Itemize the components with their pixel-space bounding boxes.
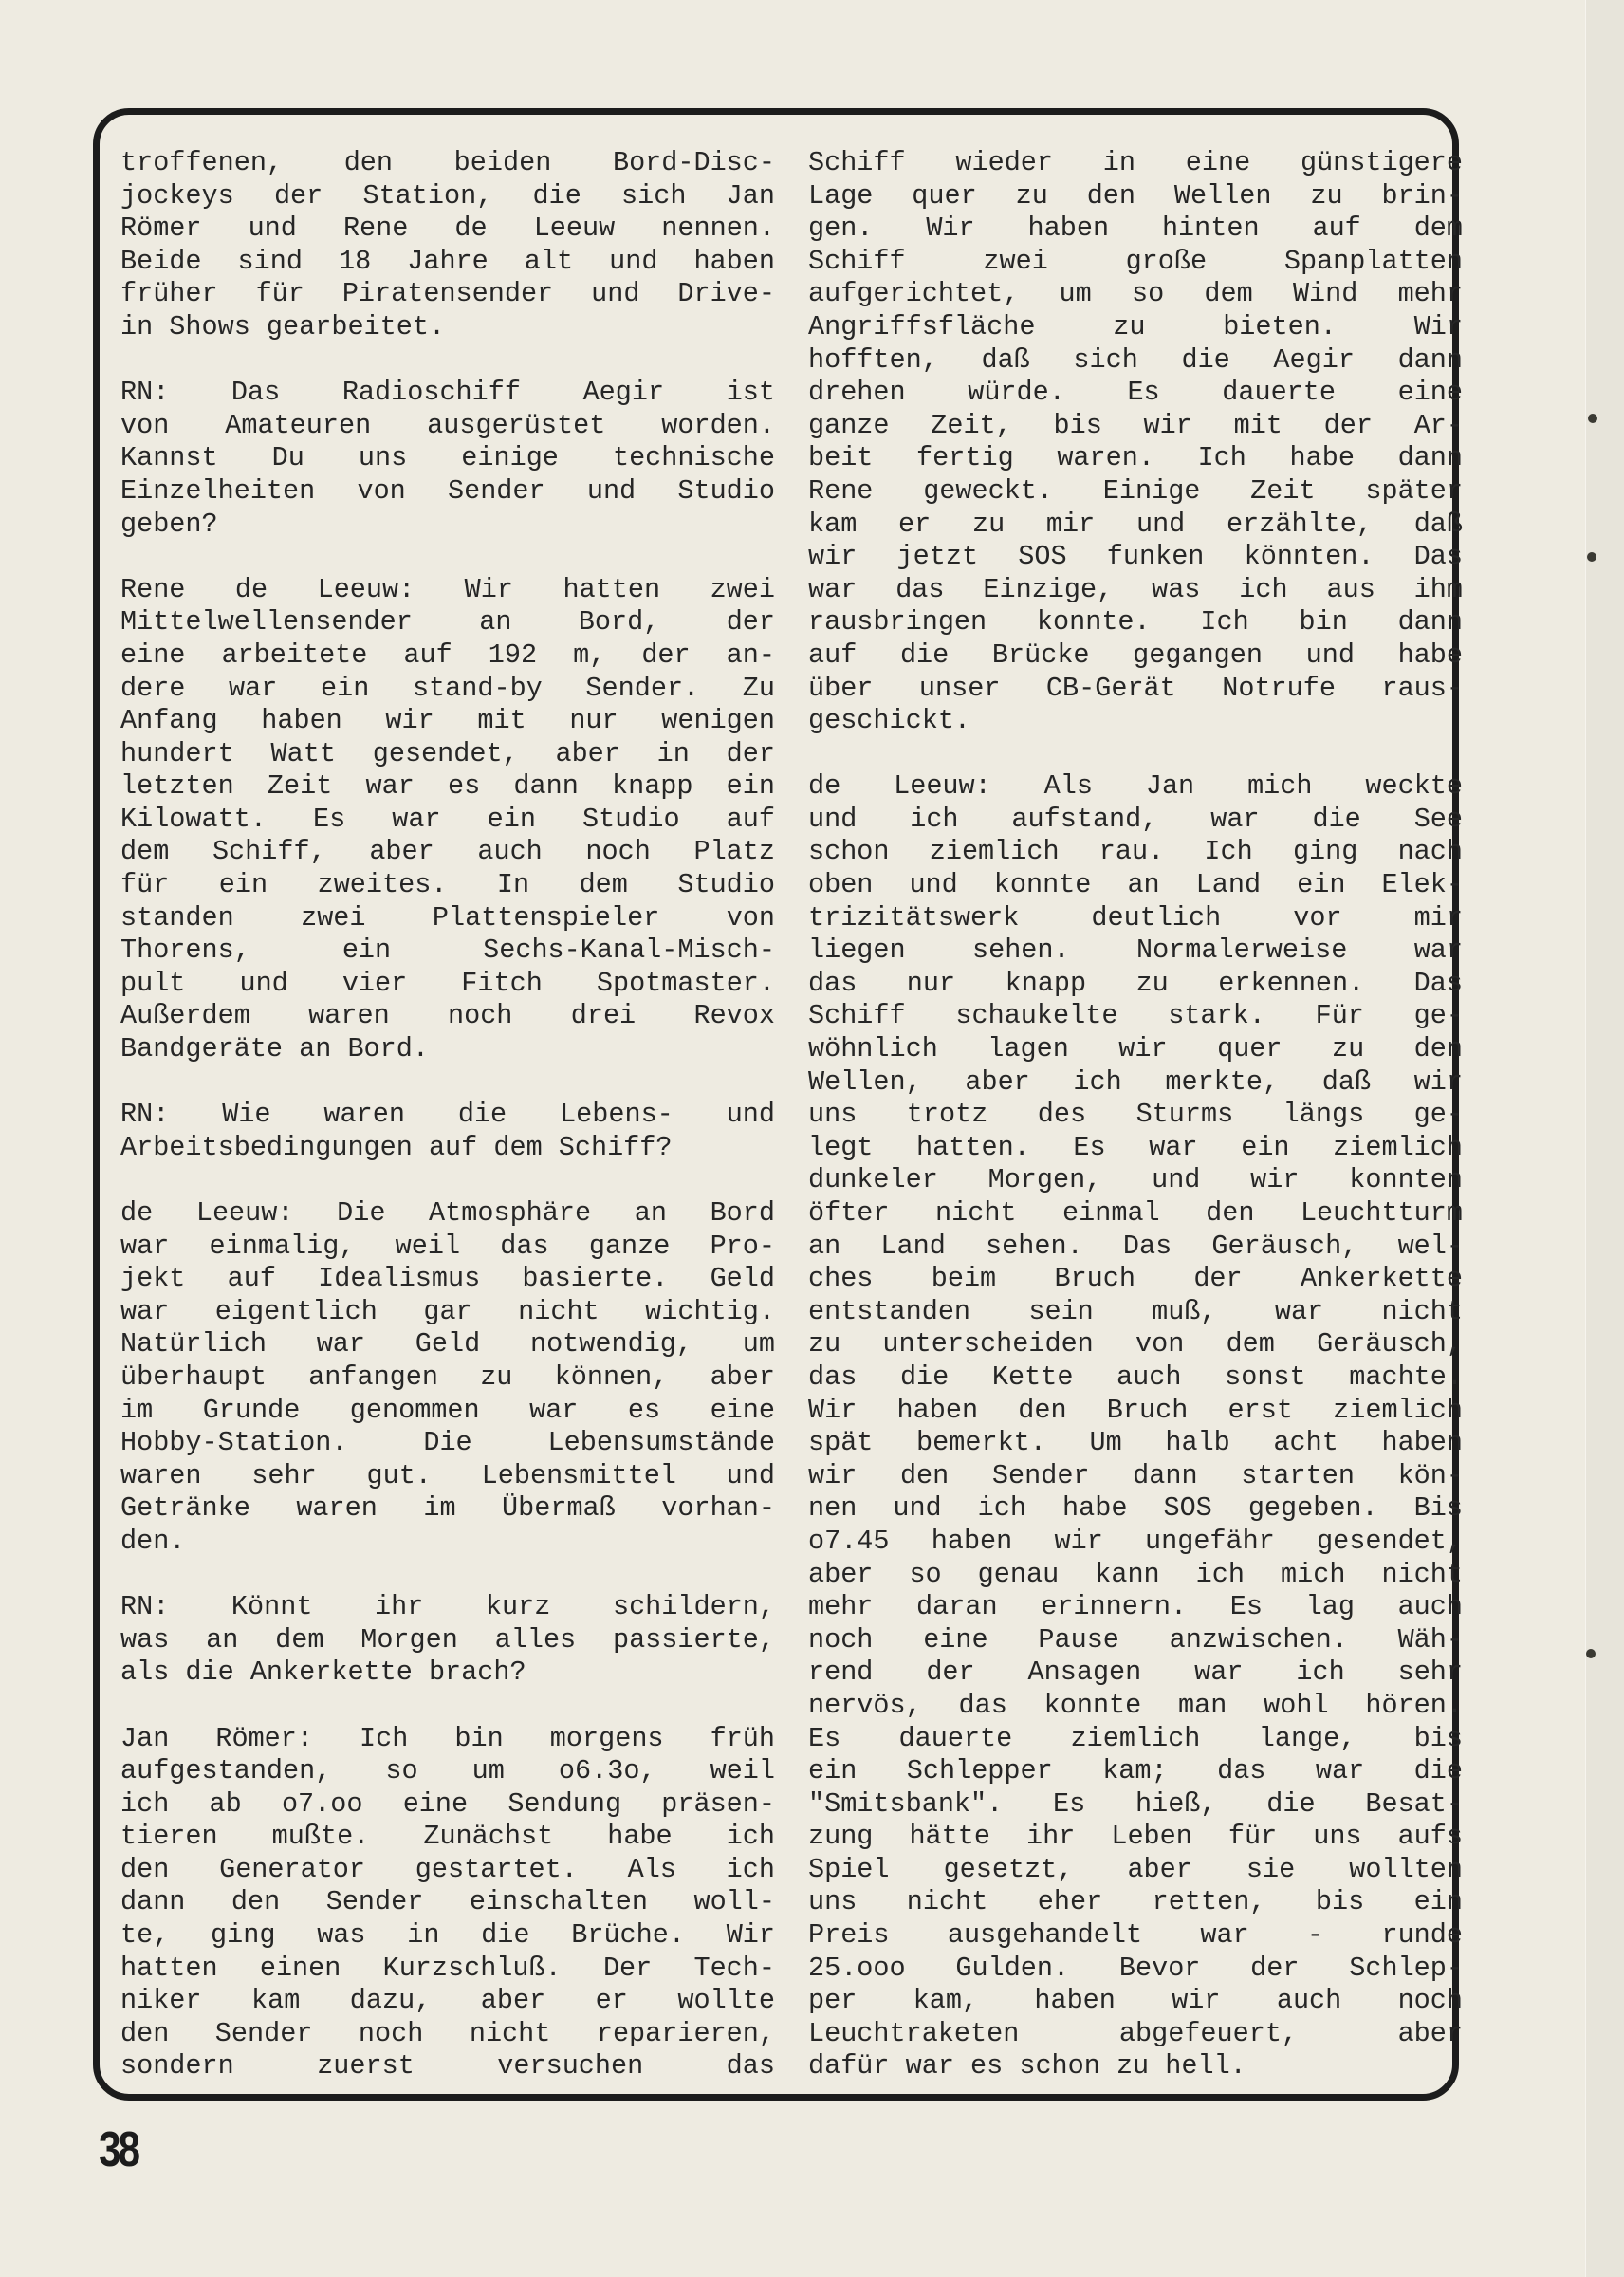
left-column [120,147,775,2117]
text-line: nen und ich habe SOS gegeben. Bis [808,1492,1463,1525]
text-line: dunkeler Morgen, und wir konnten [808,1164,1463,1196]
text-line: RN: Das Radioschiff Aegir ist [120,377,775,409]
text-line: liegen sehen. Normalerweise war [808,935,1463,967]
text-line: jockeys der Station, die sich Jan [120,179,775,212]
paragraph [808,147,1463,738]
text-line: Bandgeräte an Bord. [120,1033,429,1065]
text-line: war eigentlich gar nicht wichtig. [120,1295,775,1327]
text-line: wir jetzt SOS funken könnten. Das [808,541,1463,573]
page-number: 38 [99,2122,138,2177]
text-line: den Sender noch nicht reparieren, [120,2017,775,2049]
text-line: Thorens, ein Sechs-Kanal-Misch- [120,935,775,967]
text-line: entstanden sein muß, war nicht [808,1295,1463,1327]
binding-hole [1586,1649,1596,1658]
text-line: spät bemerkt. Um halb acht haben [808,1427,1463,1459]
text-line: troffenen, den beiden Bord-Disc- [120,147,775,178]
text-line: als die Ankerkette brach? [120,1657,526,1689]
text-line: o7.45 haben wir ungefähr gesendet, [808,1525,1463,1557]
text-line: per kam, haben wir auch noch [808,1985,1463,2017]
text-line: trizitätswerk deutlich vor mir [808,901,1463,934]
paragraph [120,1197,775,1559]
text-line: waren sehr gut. Lebensmittel und [120,1459,775,1491]
text-line: rausbringen konnte. Ich bin dann [808,606,1463,639]
text-line: Kilowatt. Es war ein Studio auf [120,803,775,835]
text-line: nervös, das konnte man wohl hören. [808,1689,1463,1721]
text-line: mehr daran erinnern. Es lag auch [808,1591,1463,1623]
text-line: aufgerichtet, um so dem Wind mehr [808,278,1463,310]
text-line: niker kam dazu, aber er wollte [120,1985,775,2017]
text-line: dem Schiff, aber auch noch Platz [120,836,775,868]
text-line: beit fertig waren. Ich habe dann [808,442,1463,474]
text-line: noch eine Pause anzwischen. Wäh- [808,1623,1463,1656]
paragraph [120,147,775,344]
text-line: Wellen, aber ich merkte, daß wir [808,1065,1463,1098]
text-line: de Leeuw: Als Jan mich weckte [808,770,1463,803]
text-line: ich ab o7.oo eine Sendung präsen- [120,1787,775,1820]
text-line: te, ging was in die Brüche. Wir [120,1919,775,1952]
text-line: kam er zu mir und erzählte, daß [808,508,1463,540]
text-line: früher für Piratensender und Drive- [120,278,775,310]
text-line: "Smitsbank". Es hieß, die Besat- [808,1787,1463,1820]
text-line: öfter nicht einmal den Leuchtturm [808,1197,1463,1229]
text-line: über unser CB-Gerät Notrufe raus- [808,672,1463,704]
text-line: Natürlich war Geld notwendig, um [120,1328,775,1361]
text-line: wöhnlich lagen wir quer zu den [808,1033,1463,1065]
binding-hole [1587,552,1596,562]
text-line: drehen würde. Es dauerte eine [808,377,1463,409]
text-line: dafür war es schon zu hell. [808,2050,1246,2083]
text-line: und ich aufstand, war die See [808,803,1463,835]
text-line: Kannst Du uns einige technische [120,442,775,474]
text-line: letzten Zeit war es dann knapp ein [120,770,775,803]
text-line: das nur knapp zu erkennen. Das [808,967,1463,999]
text-line: Anfang haben wir mit nur wenigen [120,705,775,737]
text-line: eine arbeitete auf 192 m, der an- [120,639,775,671]
text-line: 25.ooo Gulden. Bevor der Schlep- [808,1952,1463,1984]
text-line: pult und vier Fitch Spotmaster. [120,967,775,999]
binding-hole [1588,414,1597,423]
text-line: im Grunde genommen war es eine [120,1394,775,1426]
text-line: das die Kette auch sonst machte. [808,1361,1463,1393]
paragraph [120,1099,775,1164]
text-line: wir den Sender dann starten kön- [808,1459,1463,1491]
text-line: Schiff schaukelte stark. Für ge- [808,1000,1463,1032]
text-line: Preis ausgehandelt war - runde [808,1919,1463,1952]
text-line: standen zwei Plattenspieler von [120,901,775,934]
text-line: sondern zuerst versuchen das [120,2050,775,2083]
text-line: Hobby-Station. Die Lebensumstände [120,1427,775,1459]
text-line: Arbeitsbedingungen auf dem Schiff? [120,1131,673,1163]
paragraph [120,574,775,1066]
text-line: RN: Wie waren die Lebens- und [120,1099,775,1131]
text-line: geben? [120,508,218,540]
text-line: zung hätte ihr Leben für uns aufs [808,1821,1463,1853]
text-line: tieren mußte. Zunächst habe ich [120,1821,775,1853]
text-line: hundert Watt gesendet, aber in der [120,737,775,769]
text-line: an Land sehen. Das Geräusch, wel- [808,1230,1463,1262]
text-line: hatten einen Kurzschluß. Der Tech- [120,1952,775,1984]
text-line: Leuchtraketen abgefeuert, aber [808,2017,1463,2049]
text-line: was an dem Morgen alles passierte, [120,1623,775,1656]
text-line: von Amateuren ausgerüstet worden. [120,409,775,441]
text-line: dann den Sender einschalten woll- [120,1886,775,1918]
text-line: ein Schlepper kam; das war die [808,1755,1463,1787]
text-line: war das Einzige, was ich aus ihm [808,573,1463,605]
text-line: zu unterscheiden von dem Geräusch, [808,1328,1463,1361]
text-line: aufgestanden, so um o6.3o, weil [120,1755,775,1787]
text-line: ganze Zeit, bis wir mit der Ar- [808,409,1463,441]
text-line: Jan Römer: Ich bin morgens früh [120,1722,775,1754]
text-line: Mittelwellensender an Bord, der [120,606,775,639]
text-line: Angriffsfläche zu bieten. Wir [808,310,1463,342]
text-line: geschickt. [808,705,971,737]
text-line: auf die Brücke gegangen und habe [808,639,1463,671]
text-line: Lage quer zu den Wellen zu brin- [808,179,1463,212]
text-line: Rene de Leeuw: Wir hatten zwei [120,573,775,605]
text-line: uns trotz des Sturms längs ge- [808,1099,1463,1131]
text-line: Rene geweckt. Einige Zeit später [808,474,1463,507]
text-line: gen. Wir haben hinten auf dem [808,213,1463,245]
text-line: in Shows gearbeitet. [120,310,446,342]
text-line: für ein zweites. In dem Studio [120,869,775,901]
text-line: oben und konnte an Land ein Elek- [808,869,1463,901]
text-line: Getränke waren im Übermaß vorhan- [120,1492,775,1525]
text-line: dere war ein stand-by Sender. Zu [120,672,775,704]
paragraph [120,1591,775,1690]
text-line: Schiff zwei große Spanplatten [808,245,1463,277]
text-line: ches beim Bruch der Ankerkette [808,1263,1463,1295]
text-line: den Generator gestartet. Als ich [120,1853,775,1885]
text-line: hofften, daß sich die Aegir dann [808,343,1463,376]
page-edge [1585,0,1624,2277]
text-line: uns nicht eher retten, bis ein [808,1886,1463,1918]
text-line: legt hatten. Es war ein ziemlich [808,1131,1463,1163]
text-line: Wir haben den Bruch erst ziemlich [808,1394,1463,1426]
paragraph [120,1723,775,2084]
text-line: den. [120,1525,186,1557]
text-line: jekt auf Idealismus basierte. Geld [120,1263,775,1295]
text-line: Außerdem waren noch drei Revox [120,1000,775,1032]
paragraph [120,377,775,541]
text-line: schon ziemlich rau. Ich ging nach [808,836,1463,868]
text-line: Schiff wieder in eine günstigere [808,147,1463,178]
text-line: RN: Könnt ihr kurz schildern, [120,1591,775,1623]
text-line: war einmalig, weil das ganze Pro- [120,1230,775,1262]
text-line: Beide sind 18 Jahre alt und haben [120,245,775,277]
paragraph [808,770,1463,2083]
text-line: überhaupt anfangen zu können, aber [120,1361,775,1393]
text-line: Einzelheiten von Sender und Studio [120,474,775,507]
text-line: de Leeuw: Die Atmosphäre an Bord [120,1197,775,1229]
text-line: Römer und Rene de Leeuw nennen. [120,213,775,245]
text-line: rend der Ansagen war ich sehr [808,1657,1463,1689]
right-column [808,147,1463,2117]
text-line: Spiel gesetzt, aber sie wollten [808,1853,1463,1885]
text-line: aber so genau kann ich mich nicht [808,1558,1463,1590]
text-line: Es dauerte ziemlich lange, bis [808,1722,1463,1754]
